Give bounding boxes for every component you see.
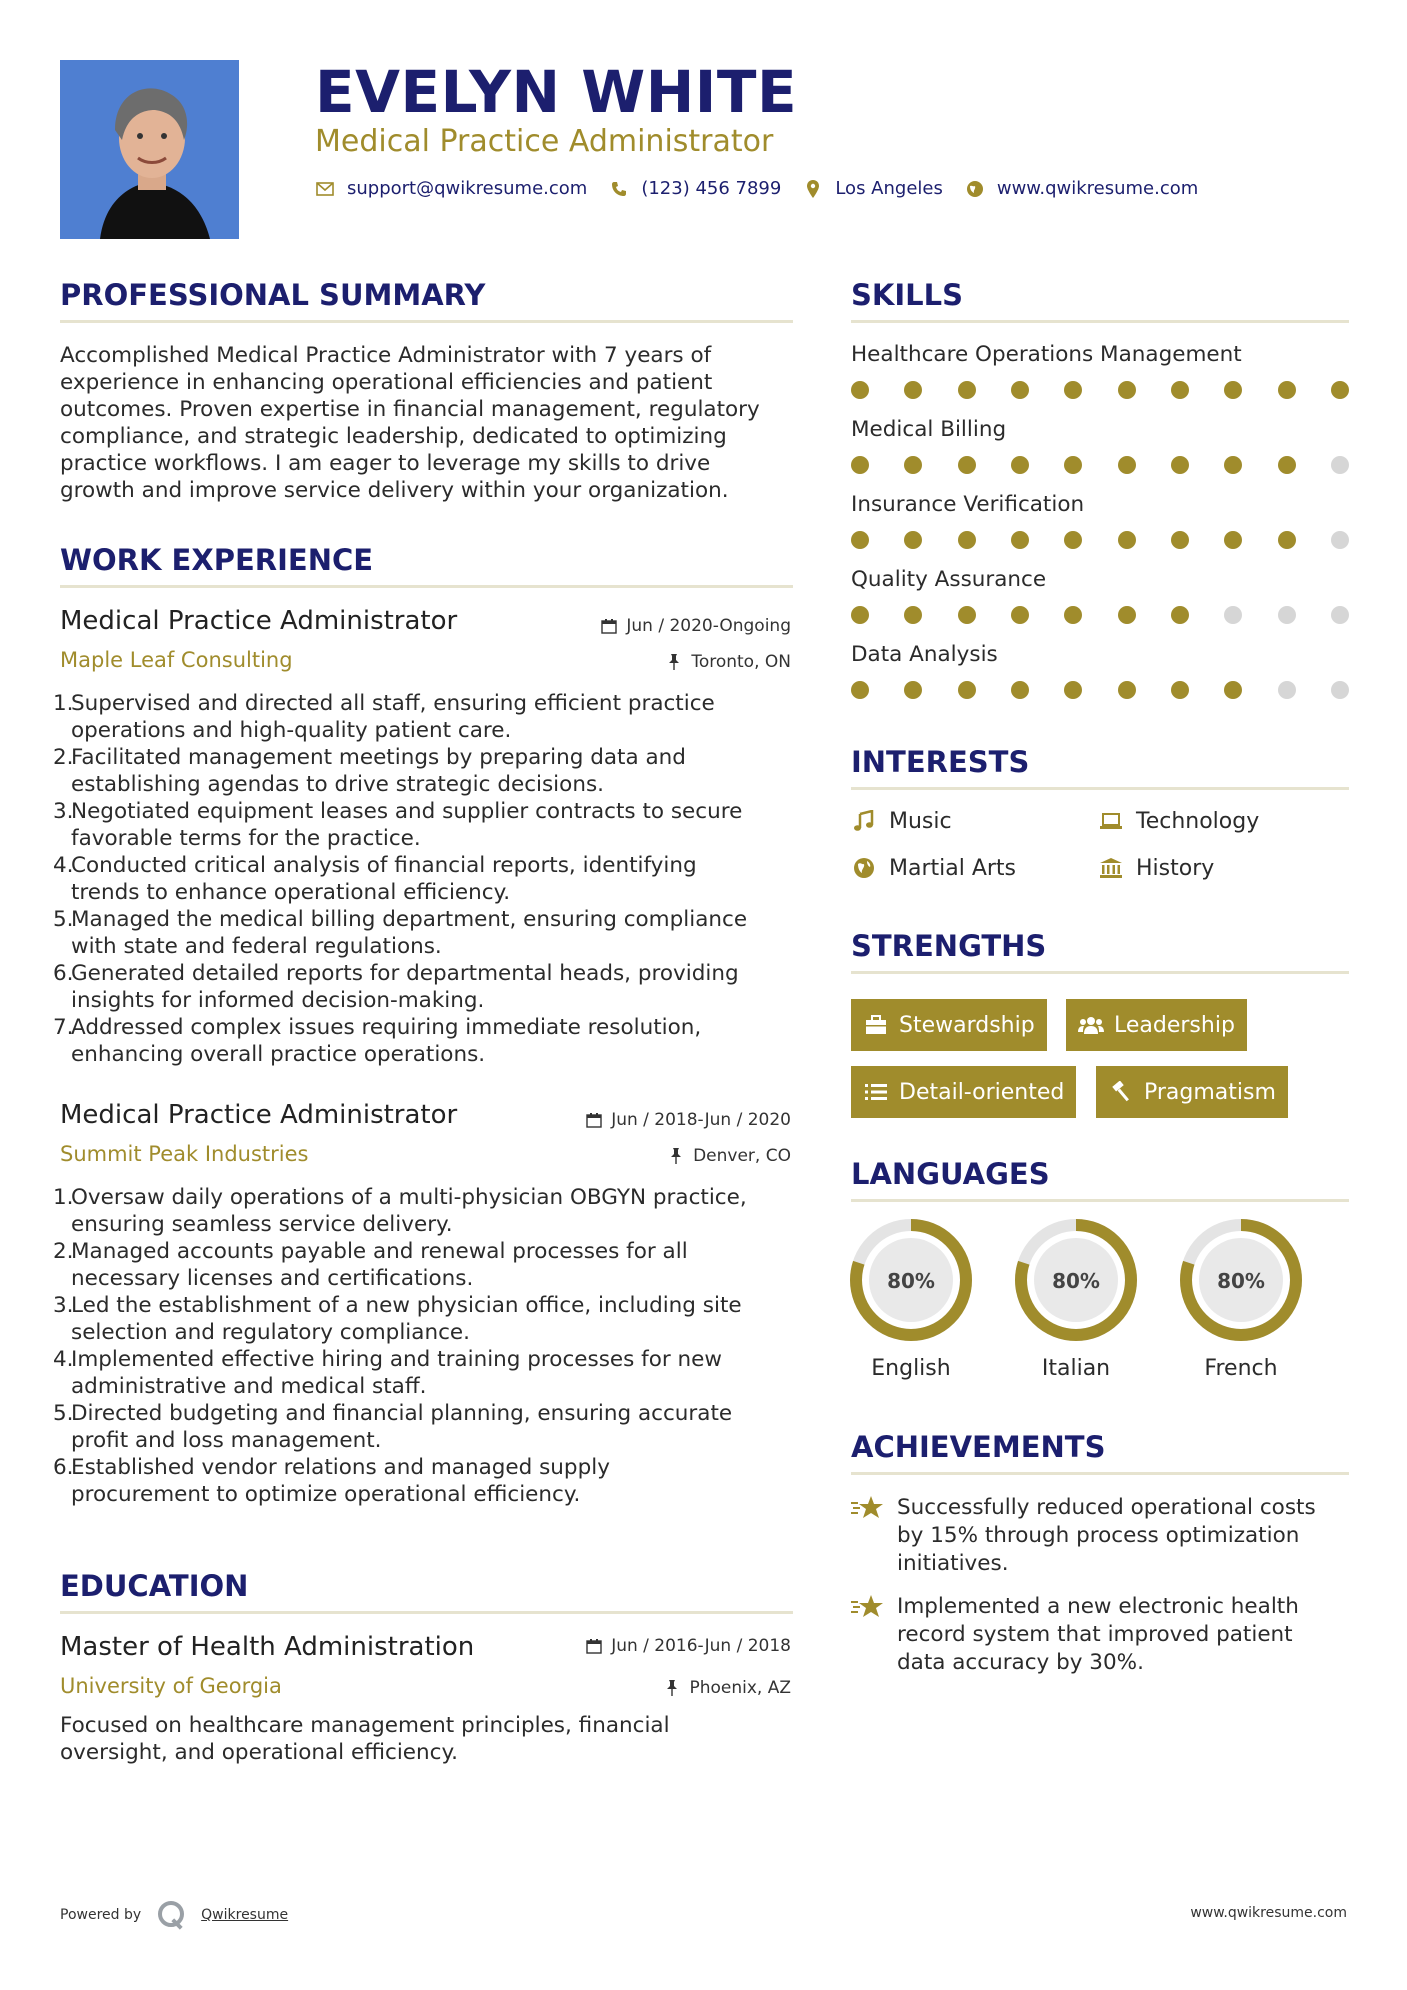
rating-dot-filled	[1118, 681, 1136, 699]
gauge-label: 80%	[1052, 1269, 1100, 1293]
language-gauge	[1179, 1218, 1303, 1342]
job-title: Medical Practice Administrator	[60, 1100, 458, 1130]
item-line: trends to enhance operational efficiency.	[71, 880, 511, 905]
strength-badge	[851, 1066, 1076, 1118]
languages-rule	[851, 1199, 1349, 1202]
rating-dot-filled	[1064, 606, 1082, 624]
achievement-text	[897, 1593, 1299, 1677]
job-dates	[600, 616, 791, 636]
map-pin-icon	[803, 179, 823, 199]
rating-dot-empty	[1224, 606, 1242, 624]
education-description	[60, 1712, 793, 1766]
rating-dot-filled	[1171, 381, 1189, 399]
rating-dot-filled	[958, 456, 976, 474]
education-dates-text: Jun / 2016-Jun / 2018	[611, 1636, 791, 1656]
rating-dot-filled	[904, 606, 922, 624]
rating-dot-filled	[1331, 381, 1349, 399]
list-item	[53, 690, 793, 744]
item-line: necessary licenses and certifications.	[71, 1266, 474, 1291]
interest-label: Martial Arts	[889, 855, 1017, 881]
interest-label: Technology	[1136, 808, 1260, 834]
calendar-icon	[600, 617, 618, 635]
rating-dot-empty	[1331, 681, 1349, 699]
item-line: Negotiated equipment leases and supplier contracts to secure	[71, 799, 743, 824]
job-company: Maple Leaf Consulting	[60, 648, 293, 672]
job-location	[665, 652, 791, 672]
degree-title: Master of Health Administration	[60, 1632, 475, 1662]
interest-label: History	[1136, 855, 1215, 881]
rating-dot-filled	[1224, 531, 1242, 549]
language-name: English	[871, 1356, 951, 1381]
skill-rating	[851, 605, 1349, 625]
skills-heading: SKILLS	[851, 278, 963, 312]
skill-rating	[851, 455, 1349, 475]
item-line: Conducted critical analysis of financial reports, identifying	[71, 853, 697, 878]
education-heading: EDUCATION	[60, 1569, 249, 1603]
rating-dot-filled	[904, 381, 922, 399]
summary-line: outcomes. Proven expertise in financial management, regulatory	[60, 397, 760, 422]
achievements-heading: ACHIEVEMENTS	[851, 1430, 1106, 1464]
summary-line: practice workflows. I am eager to leverage my skills to drive	[60, 451, 711, 476]
list-item	[53, 1184, 793, 1238]
summary-line: compliance, and strategic leadership, dedicated to optimizing	[60, 424, 727, 449]
strength-badge	[1066, 999, 1247, 1051]
calendar-icon	[585, 1111, 603, 1129]
rating-dot-filled	[1171, 456, 1189, 474]
item-number: 1.	[53, 1185, 74, 1210]
list-item	[53, 798, 793, 852]
rating-dot-filled	[1011, 456, 1029, 474]
skill-name: Quality Assurance	[851, 567, 1047, 592]
strength-badge	[1096, 1066, 1288, 1118]
qwikresume-logo-icon	[157, 1900, 187, 1930]
job-dates-text: Jun / 2018-Jun / 2020	[611, 1110, 791, 1130]
rating-dot-filled	[1118, 531, 1136, 549]
achievement-line: record system that improved patient	[897, 1622, 1293, 1647]
item-number: 4.	[53, 853, 74, 878]
item-line: Generated detailed reports for departmental heads, providing	[71, 961, 739, 986]
achievement-line: initiatives.	[897, 1551, 1009, 1576]
gauge-svg	[1014, 1218, 1138, 1342]
list-item	[53, 744, 793, 798]
item-line: operations and high-quality patient care.	[71, 718, 512, 743]
experience-rule	[60, 585, 793, 588]
powered-by-text: Powered by	[60, 1907, 142, 1923]
contact-bar	[315, 178, 1220, 199]
rating-dot-filled	[1171, 531, 1189, 549]
experience-heading: WORK EXPERIENCE	[60, 543, 374, 577]
achievement-text	[897, 1494, 1316, 1578]
candidate-title: Medical Practice Administrator	[315, 124, 774, 159]
phone-text: (123) 456 7899	[641, 178, 782, 199]
rating-dot-filled	[958, 606, 976, 624]
rating-dot-filled	[1171, 606, 1189, 624]
item-number: 5.	[53, 1401, 74, 1426]
rating-dot-filled	[1278, 381, 1296, 399]
rating-dot-filled	[1224, 681, 1242, 699]
rating-dot-empty	[1278, 681, 1296, 699]
job-location-text: Toronto, ON	[691, 652, 791, 672]
star-award-icon	[851, 1593, 889, 1623]
skill-name: Data Analysis	[851, 642, 998, 667]
language-name: French	[1204, 1356, 1278, 1381]
education-location	[663, 1678, 791, 1698]
strengths-heading: STRENGTHS	[851, 929, 1047, 963]
summary-line: Accomplished Medical Practice Administrator with 7 years of	[60, 343, 712, 368]
rating-dot-filled	[1278, 531, 1296, 549]
item-line: profit and loss management.	[71, 1428, 382, 1453]
item-number: 5.	[53, 907, 74, 932]
item-line: Implemented effective hiring and training processes for new	[71, 1347, 722, 1372]
email-text: support@qwikresume.com	[347, 178, 588, 199]
rating-dot-filled	[1064, 456, 1082, 474]
item-number: 3.	[53, 799, 74, 824]
achievement-line: data accuracy by 30%.	[897, 1650, 1144, 1675]
star-award-icon	[851, 1494, 889, 1524]
interest-history	[1098, 855, 1214, 881]
job-title: Medical Practice Administrator	[60, 606, 458, 636]
language-gauge	[849, 1218, 973, 1342]
job-dates	[585, 1110, 791, 1130]
list-icon	[863, 1079, 889, 1105]
rating-dot-empty	[1331, 531, 1349, 549]
rating-dot-filled	[851, 531, 869, 549]
summary-rule	[60, 320, 793, 323]
item-line: selection and regulatory compliance.	[71, 1320, 470, 1345]
rating-dot-filled	[904, 456, 922, 474]
item-line: with state and federal regulations.	[71, 934, 442, 959]
achievement-item	[851, 1494, 1351, 1578]
contact-email[interactable]	[315, 178, 587, 199]
interests-heading: INTERESTS	[851, 745, 1030, 779]
rating-dot-filled	[851, 606, 869, 624]
interest-label: Music	[889, 808, 952, 834]
skills-rule	[851, 320, 1349, 323]
contact-phone[interactable]	[609, 178, 781, 199]
education-line: Focused on healthcare management principles, financial	[60, 1713, 670, 1738]
job-location	[667, 1146, 791, 1166]
list-item	[53, 1454, 793, 1508]
gavel-icon	[1108, 1079, 1134, 1105]
languages-heading: LANGUAGES	[851, 1157, 1050, 1191]
envelope-icon	[315, 179, 335, 199]
achievement-line: Implemented a new electronic health	[897, 1594, 1299, 1619]
rating-dot-filled	[1011, 381, 1029, 399]
briefcase-icon	[863, 1012, 889, 1038]
footer-website[interactable]: www.qwikresume.com	[1190, 1905, 1347, 1921]
rating-dot-empty	[1278, 606, 1296, 624]
achievement-line: by 15% through process optimization	[897, 1523, 1300, 1548]
list-item	[53, 1014, 793, 1068]
brand-link[interactable]: Qwikresume	[201, 1907, 289, 1923]
language-gauge	[1014, 1218, 1138, 1342]
strength-badge	[851, 999, 1047, 1051]
rating-dot-filled	[851, 681, 869, 699]
list-item	[53, 1346, 793, 1400]
rating-dot-filled	[1064, 381, 1082, 399]
education-line: oversight, and operational efficiency.	[60, 1740, 458, 1765]
strength-label: Detail-oriented	[899, 1079, 1065, 1105]
skill-name: Medical Billing	[851, 417, 1007, 442]
skill-rating	[851, 680, 1349, 700]
item-line: establishing agendas to drive strategic decisions.	[71, 772, 604, 797]
rating-dot-filled	[1224, 381, 1242, 399]
contact-location	[803, 178, 943, 199]
rating-dot-filled	[1118, 381, 1136, 399]
strength-label: Stewardship	[899, 1012, 1035, 1038]
globe-icon	[965, 179, 985, 199]
museum-icon	[1098, 855, 1124, 881]
item-line: insights for informed decision-making.	[71, 988, 485, 1013]
summary-text	[60, 342, 793, 504]
achievement-item	[851, 1593, 1351, 1677]
achievements-rule	[851, 1472, 1349, 1475]
calendar-icon	[585, 1637, 603, 1655]
rating-dot-empty	[1331, 456, 1349, 474]
location-text: Los Angeles	[835, 178, 943, 199]
item-number: 7.	[53, 1015, 74, 1040]
item-number: 6.	[53, 1455, 74, 1480]
rating-dot-filled	[1171, 681, 1189, 699]
item-line: Addressed complex issues requiring immediate resolution,	[71, 1015, 702, 1040]
summary-heading: PROFESSIONAL SUMMARY	[60, 278, 486, 312]
item-line: Supervised and directed all staff, ensuring efficient practice	[71, 691, 715, 716]
strengths-rule	[851, 971, 1349, 974]
interest-technology	[1098, 808, 1259, 834]
job-company: Summit Peak Industries	[60, 1142, 309, 1166]
music-icon	[851, 808, 877, 834]
contact-website[interactable]	[965, 178, 1198, 199]
interests-rule	[851, 787, 1349, 790]
achievement-line: Successfully reduced operational costs	[897, 1495, 1316, 1520]
interest-music	[851, 808, 952, 834]
skill-rating	[851, 530, 1349, 550]
rating-dot-empty	[1331, 606, 1349, 624]
rating-dot-filled	[1011, 681, 1029, 699]
gauge-svg	[849, 1218, 973, 1342]
item-line: Managed the medical billing department, ensuring compliance	[71, 907, 748, 932]
pushpin-icon	[663, 1679, 681, 1697]
rating-dot-filled	[958, 681, 976, 699]
item-line: administrative and medical staff.	[71, 1374, 427, 1399]
item-line: Directed budgeting and financial planning, ensuring accurate	[71, 1401, 733, 1426]
list-item	[53, 1292, 793, 1346]
globe-icon	[851, 855, 877, 881]
users-icon	[1078, 1012, 1104, 1038]
rating-dot-filled	[1064, 681, 1082, 699]
footer-powered-by	[60, 1900, 288, 1930]
item-number: 2.	[53, 1239, 74, 1264]
rating-dot-filled	[904, 681, 922, 699]
phone-icon	[609, 179, 629, 199]
profile-photo	[60, 60, 239, 239]
rating-dot-filled	[958, 531, 976, 549]
rating-dot-filled	[1064, 531, 1082, 549]
rating-dot-filled	[958, 381, 976, 399]
item-line: Managed accounts payable and renewal processes for all	[71, 1239, 688, 1264]
summary-line: growth and improve service delivery within your organization.	[60, 478, 729, 503]
strength-label: Pragmatism	[1144, 1079, 1276, 1105]
rating-dot-filled	[1118, 606, 1136, 624]
job-dates-text: Jun / 2020-Ongoing	[626, 616, 791, 636]
skill-rating	[851, 380, 1349, 400]
list-item	[53, 1400, 793, 1454]
gauge-svg	[1179, 1218, 1303, 1342]
summary-line: experience in enhancing operational efficiencies and patient	[60, 370, 713, 395]
item-line: procurement to optimize operational efficiency.	[71, 1482, 581, 1507]
skill-name: Insurance Verification	[851, 492, 1085, 517]
website-text: www.qwikresume.com	[996, 178, 1199, 199]
candidate-name: EVELYN WHITE	[315, 58, 798, 126]
rating-dot-filled	[1011, 531, 1029, 549]
item-line: Led the establishment of a new physician office, including site	[71, 1293, 742, 1318]
item-line: enhancing overall practice operations.	[71, 1042, 486, 1067]
job-duties	[53, 1184, 793, 1508]
item-line: favorable terms for the practice.	[71, 826, 421, 851]
laptop-icon	[1098, 808, 1124, 834]
item-line: ensuring seamless service delivery.	[71, 1212, 453, 1237]
rating-dot-filled	[1224, 456, 1242, 474]
education-rule	[60, 1611, 793, 1614]
rating-dot-filled	[1118, 456, 1136, 474]
item-number: 6.	[53, 961, 74, 986]
job-duties	[53, 690, 793, 1068]
strength-label: Leadership	[1114, 1012, 1235, 1038]
rating-dot-filled	[851, 381, 869, 399]
job-location-text: Denver, CO	[693, 1146, 791, 1166]
education-dates	[585, 1636, 791, 1656]
item-line: Oversaw daily operations of a multi-physician OBGYN practice,	[71, 1185, 747, 1210]
rating-dot-filled	[851, 456, 869, 474]
interest-martial-arts	[851, 855, 1016, 881]
education-location-text: Phoenix, AZ	[689, 1678, 791, 1698]
rating-dot-filled	[904, 531, 922, 549]
item-number: 3.	[53, 1293, 74, 1318]
item-number: 2.	[53, 745, 74, 770]
skill-name: Healthcare Operations Management	[851, 342, 1242, 367]
item-number: 1.	[53, 691, 74, 716]
pushpin-icon	[667, 1147, 685, 1165]
list-item	[53, 852, 793, 906]
gauge-label: 80%	[1217, 1269, 1265, 1293]
pushpin-icon	[665, 653, 683, 671]
item-number: 4.	[53, 1347, 74, 1372]
list-item	[53, 906, 793, 960]
gauge-label: 80%	[887, 1269, 935, 1293]
item-line: Established vendor relations and managed supply	[71, 1455, 610, 1480]
language-name: Italian	[1041, 1356, 1111, 1381]
list-item	[53, 1238, 793, 1292]
list-item	[53, 960, 793, 1014]
school-name: University of Georgia	[60, 1674, 282, 1698]
item-line: Facilitated management meetings by preparing data and	[71, 745, 686, 770]
rating-dot-filled	[1278, 456, 1296, 474]
rating-dot-filled	[1011, 606, 1029, 624]
